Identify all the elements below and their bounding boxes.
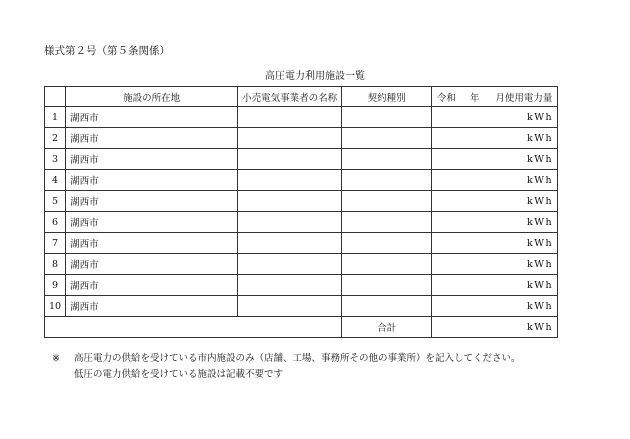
usage-cell[interactable]: kWh bbox=[432, 233, 558, 254]
contract-type-cell[interactable] bbox=[342, 128, 432, 149]
table-row bbox=[45, 233, 558, 254]
table-row bbox=[45, 191, 558, 212]
retailer-cell[interactable] bbox=[238, 275, 342, 296]
row-number: 8 bbox=[45, 254, 66, 275]
location-cell[interactable]: 湖西市 bbox=[66, 212, 238, 233]
retailer-cell[interactable] bbox=[238, 128, 342, 149]
table-header-row bbox=[45, 87, 558, 107]
usage-cell[interactable]: kWh bbox=[432, 128, 558, 149]
row-number: 9 bbox=[45, 275, 66, 296]
retailer-cell[interactable] bbox=[238, 170, 342, 191]
row-number: 7 bbox=[45, 233, 66, 254]
header-location: 施設の所在地 bbox=[66, 87, 238, 107]
contract-type-cell[interactable] bbox=[342, 191, 432, 212]
table-row bbox=[45, 107, 558, 128]
row-number: 10 bbox=[45, 296, 66, 317]
usage-cell[interactable]: kWh bbox=[432, 212, 558, 233]
table-row bbox=[45, 212, 558, 233]
table-row bbox=[45, 128, 558, 149]
retailer-cell[interactable] bbox=[238, 107, 342, 128]
contract-type-cell[interactable] bbox=[342, 254, 432, 275]
note-text-1: 高圧電力の供給を受けている市内施設のみ（店舗、工場、事務所その他の事業所）を記入してください。 bbox=[74, 353, 521, 364]
usage-cell[interactable]: kWh bbox=[432, 149, 558, 170]
table-row bbox=[45, 149, 558, 170]
note-line-2: 低圧の電力供給を受けている施設は記載不要です bbox=[74, 369, 284, 380]
location-cell[interactable]: 湖西市 bbox=[66, 233, 238, 254]
location-cell[interactable]: 湖西市 bbox=[66, 149, 238, 170]
retailer-cell[interactable] bbox=[238, 296, 342, 317]
row-number: 5 bbox=[45, 191, 66, 212]
contract-type-cell[interactable] bbox=[342, 212, 432, 233]
contract-type-cell[interactable] bbox=[342, 233, 432, 254]
header-era: 令和 bbox=[436, 92, 456, 104]
contract-type-cell[interactable] bbox=[342, 107, 432, 128]
usage-cell[interactable]: kWh bbox=[432, 170, 558, 191]
location-cell[interactable]: 湖西市 bbox=[66, 275, 238, 296]
row-number: 4 bbox=[45, 170, 66, 191]
form-number: 様式第２号（第５条関係） bbox=[44, 45, 170, 57]
retailer-cell[interactable] bbox=[238, 191, 342, 212]
header-usage-label: 月使用電力量 bbox=[495, 92, 553, 104]
location-cell[interactable]: 湖西市 bbox=[66, 254, 238, 275]
table-row bbox=[45, 254, 558, 275]
usage-cell[interactable]: kWh bbox=[432, 107, 558, 128]
note-line-1 bbox=[52, 351, 521, 367]
table-row bbox=[45, 296, 558, 317]
contract-type-cell[interactable] bbox=[342, 296, 432, 317]
retailer-cell[interactable] bbox=[238, 212, 342, 233]
usage-cell[interactable]: kWh bbox=[432, 254, 558, 275]
location-cell[interactable]: 湖西市 bbox=[66, 191, 238, 212]
row-number: 1 bbox=[45, 107, 66, 128]
notes bbox=[52, 351, 521, 383]
usage-cell[interactable]: kWh bbox=[432, 296, 558, 317]
total-label: 合計 bbox=[342, 317, 432, 338]
total-row-spacer bbox=[45, 317, 342, 338]
header-year: 年 bbox=[469, 92, 480, 104]
header-number bbox=[45, 87, 66, 107]
row-number: 2 bbox=[45, 128, 66, 149]
row-number: 6 bbox=[45, 212, 66, 233]
header-retailer: 小売電気事業者の名称 bbox=[238, 87, 342, 107]
row-number: 3 bbox=[45, 149, 66, 170]
usage-cell[interactable]: kWh bbox=[432, 275, 558, 296]
retailer-cell[interactable] bbox=[238, 233, 342, 254]
retailer-cell[interactable] bbox=[238, 254, 342, 275]
total-usage-cell[interactable]: kWh bbox=[432, 317, 558, 338]
table-row bbox=[45, 170, 558, 191]
header-usage bbox=[432, 87, 558, 107]
location-cell[interactable]: 湖西市 bbox=[66, 170, 238, 191]
total-row bbox=[45, 317, 558, 338]
document-title: 高圧電力利用施設一覧 bbox=[265, 71, 365, 82]
location-cell[interactable]: 湖西市 bbox=[66, 296, 238, 317]
retailer-cell[interactable] bbox=[238, 149, 342, 170]
table-row bbox=[45, 275, 558, 296]
contract-type-cell[interactable] bbox=[342, 275, 432, 296]
usage-cell[interactable]: kWh bbox=[432, 191, 558, 212]
location-cell[interactable]: 湖西市 bbox=[66, 107, 238, 128]
contract-type-cell[interactable] bbox=[342, 149, 432, 170]
contract-type-cell[interactable] bbox=[342, 170, 432, 191]
header-contract-type: 契約種別 bbox=[342, 87, 432, 107]
note-mark: ※ bbox=[52, 353, 60, 364]
location-cell[interactable]: 湖西市 bbox=[66, 128, 238, 149]
facility-table bbox=[44, 86, 558, 338]
